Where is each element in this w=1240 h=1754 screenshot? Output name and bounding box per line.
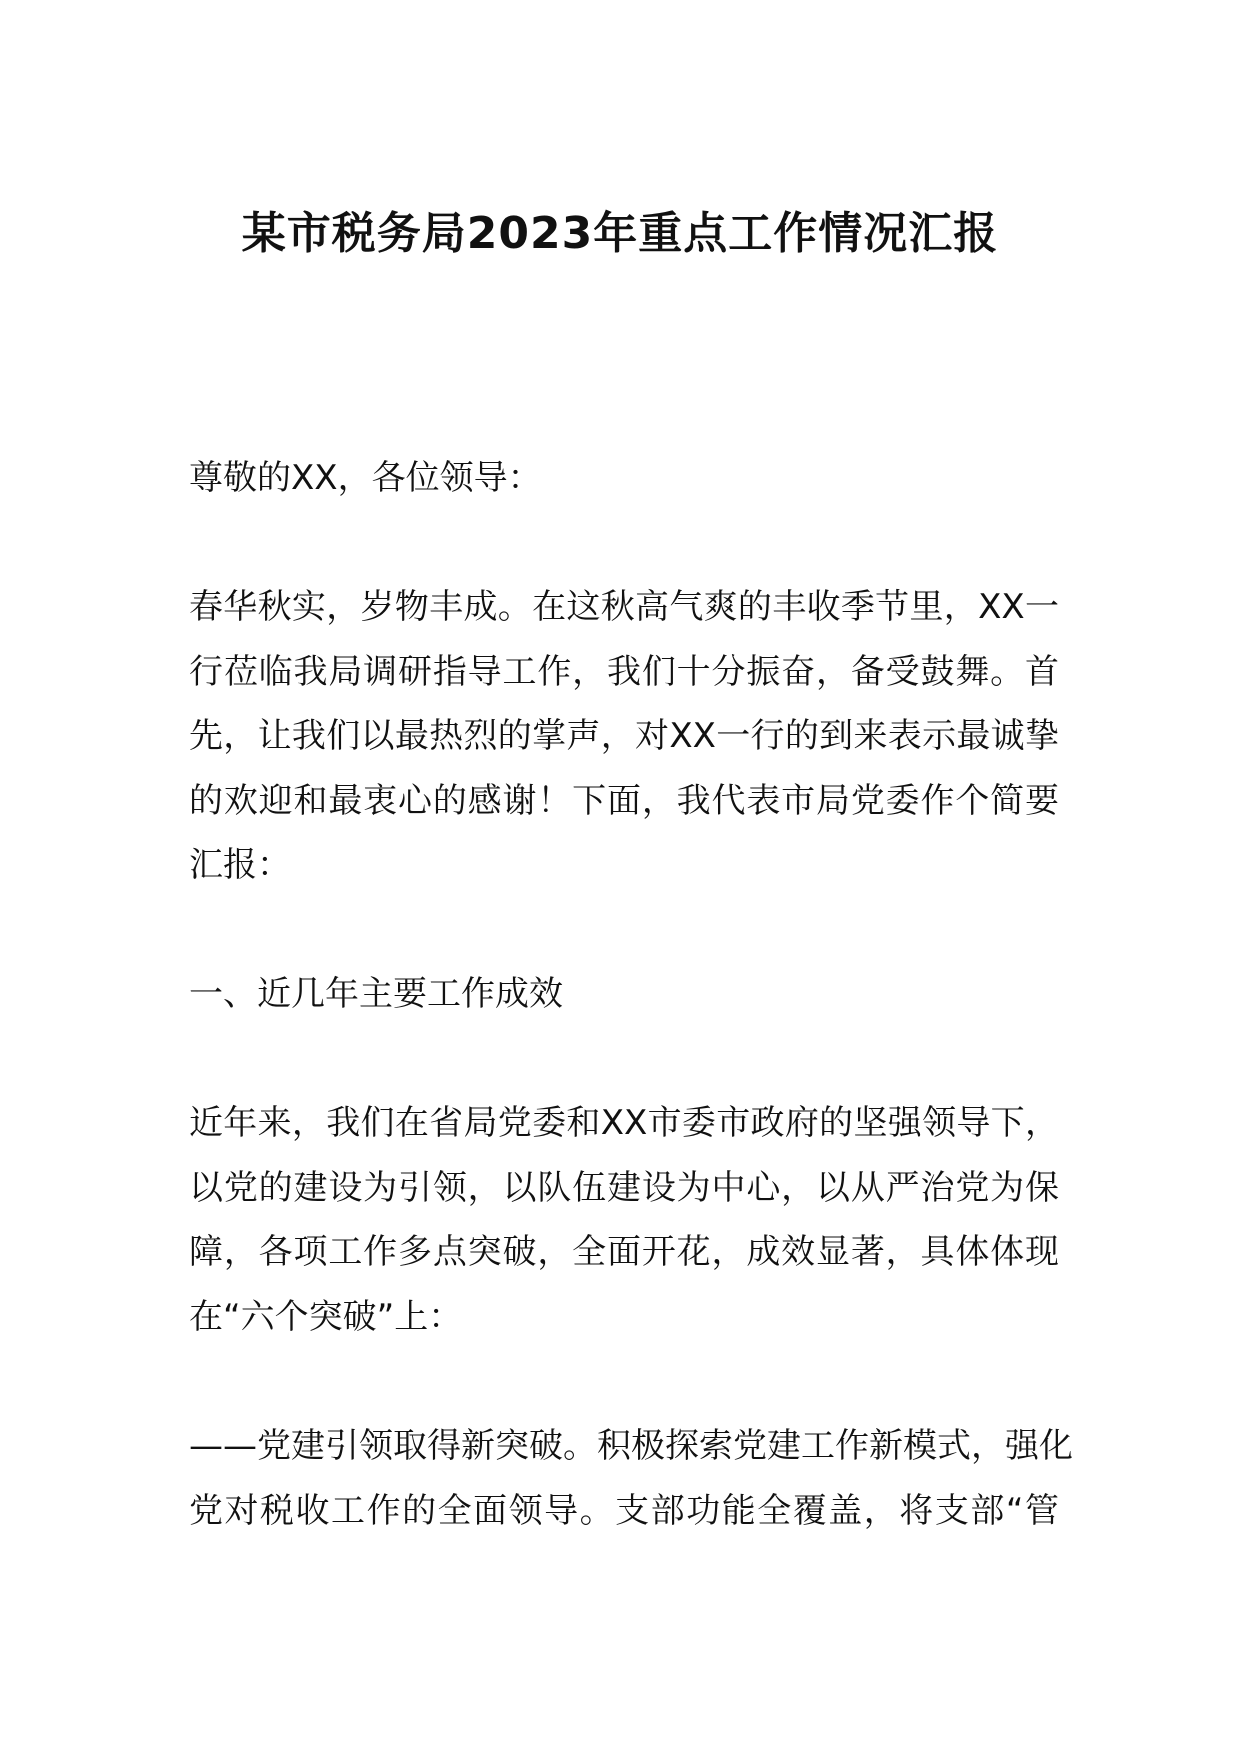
paragraph-achievements: [189, 1091, 1059, 1349]
paragraph-party-building: [189, 1414, 1073, 1543]
paragraph-line: 先，让我们以最热烈的掌声，对XX一行的到来表示最诚挚: [189, 716, 1059, 756]
paragraph-line: 近年来，我们在省局党委和XX市委市政府的坚强领导下，: [189, 1103, 1059, 1143]
salutation-text: 尊敬的XX，各位领导：: [189, 458, 542, 498]
paragraph-line: 的欢迎和最衷心的感谢！下面，我代表市局党委作个简要: [189, 780, 1059, 821]
paragraph-line: 以党的建设为引领，以队伍建设为中心，以从严治党为保: [189, 1167, 1059, 1208]
paragraph-line: 汇报：: [189, 845, 291, 885]
salutation: [189, 446, 1059, 511]
paragraph-line: 行莅临我局调研指导工作，我们十分振奋，备受鼓舞。首: [189, 651, 1059, 692]
paragraph-line: 在“六个突破”上：: [189, 1296, 463, 1337]
paragraph-line: 春华秋实，岁物丰成。在这秋高气爽的丰收季节里，XX一: [189, 587, 1059, 627]
paragraph-line: 党对税收工作的全面领导。支部功能全覆盖，将支部“管: [189, 1490, 1059, 1531]
document-title: 某市税务局2023年重点工作情况汇报: [241, 208, 999, 259]
paragraph-line: ——党建引领取得新突破。积极探索党建工作新模式，强化: [189, 1426, 1073, 1466]
section-heading-text: 一、近几年主要工作成效: [189, 974, 563, 1014]
paragraph-welcome: [189, 575, 1059, 898]
section-heading: [189, 962, 1059, 1027]
paragraph-line: 障，各项工作多点突破，全面开花，成效显著，具体体现: [189, 1232, 1059, 1272]
